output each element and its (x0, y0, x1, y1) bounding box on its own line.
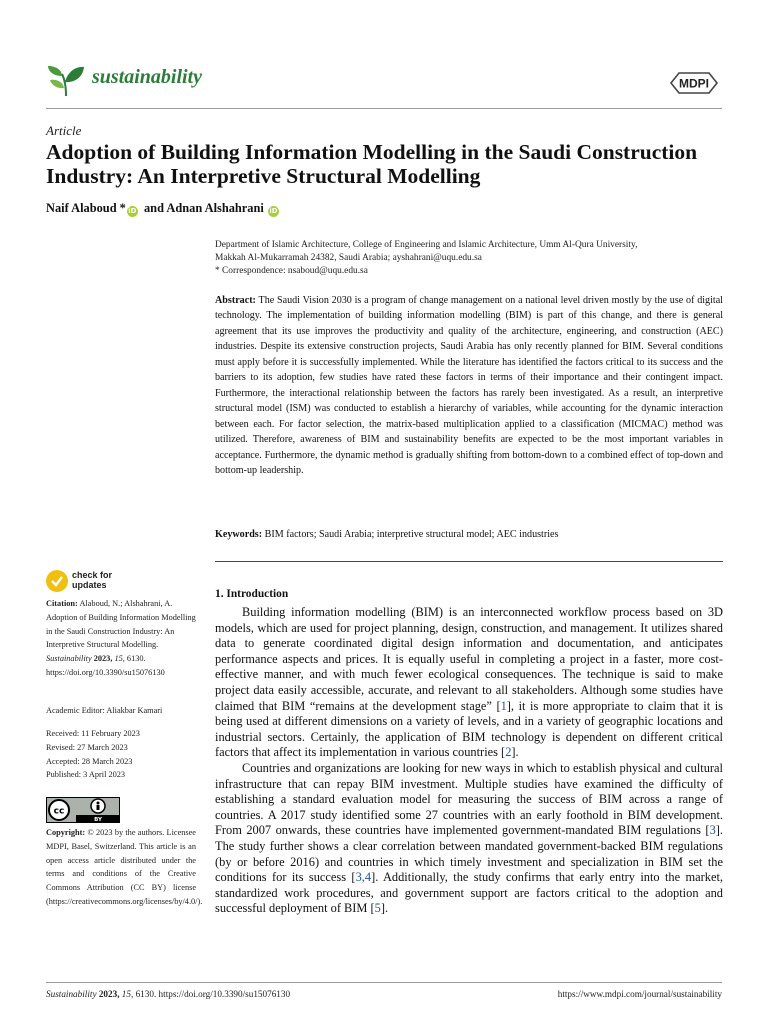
keywords-text: BIM factors; Saudi Arabia; interpretive structural model; AEC industries (264, 529, 559, 540)
footer-doi[interactable]: 6130. https://doi.org/10.3390/su15076130 (135, 989, 291, 999)
journal-name: sustainability (92, 66, 203, 88)
reference-link[interactable]: 1 (500, 698, 507, 713)
history-dates (46, 727, 196, 782)
correspondence: * Correspondence: nsaboud@uqu.edu.sa (215, 266, 368, 276)
abstract-text: The Saudi Vision 2030 is a program of change management on a national level driven mostly by the use of digital technology. The implementation of building information modelling (BIM) is part of this change, and there is general agreement that its use improves the productivity and quality of the architecture, engineering, and construction (AEC) industries. Despite its extensive construction projects, Saudi Arabia has only recently planned for BIM. Several conditions must apply before it is successfully implemented. While the literature has identified the factors critical to its success and the barriers to its adoption, few studies have rated these factors in terms of their importance and their contingent impact. Furthermore, the interactional relationship between the factors has rarely been investigated. As a result, an interpretive structural model (ISM) was conducted to establish a hierarchy of variables, while accounting for the dynamic interaction between each. For factor selection, the matrix-based multiplication applied to a classification (MICMAC) method was utilized. Therefore, awareness of BIM and sustainability benefits are expected to be the most important variables in acceptance. Furthermore, the dynamic method is gradually shifting from bottom-down to a combined effect of top-down and bottom-up leadership. (215, 295, 723, 476)
affiliations (215, 239, 725, 278)
orcid-icon[interactable]: iD (269, 207, 278, 215)
received-date: Received: 11 February 2023 (46, 729, 140, 738)
article-type: Article (46, 123, 82, 138)
abstract (215, 293, 723, 478)
article-title: Adoption of Building Information Modelling in the Saudi Construction Industry: An Interpretive Structural Modelling (46, 140, 698, 188)
journal-leaf-logo-icon (46, 62, 86, 98)
footer-citation: Sustainability 2023, 15, 6130. https://doi.org/10.3390/su15076130 (46, 989, 291, 999)
citation-journal: Sustainability (46, 654, 92, 664)
published-date: Published: 3 April 2023 (46, 770, 126, 780)
affiliation-line: Department of Islamic Architecture, College of Engineering and Islamic Architecture, Umm Al-Qura University, (215, 240, 638, 250)
accepted-date: Accepted: 28 March 2023 (46, 756, 133, 766)
creative-commons-badge-icon[interactable] (46, 797, 120, 823)
abstract-label: Abstract: (215, 295, 256, 306)
citation-label: Citation: (46, 599, 78, 608)
reference-link[interactable]: 3 (709, 823, 716, 838)
body-text (215, 605, 723, 917)
publisher-name: MDPI (679, 76, 709, 91)
copyright-text: © 2023 by the authors. Licensee MDPI, Basel, Switzerland. This article is an open access article distributed under the terms and conditions of the Creative Commons Attribution (CC BY) license (https://creativecommons.org/licenses/by/4.0/). (46, 828, 203, 906)
citation-volume: 15, (114, 654, 125, 664)
copyright-label: Copyright: (46, 828, 86, 837)
reference-link[interactable]: 5 (374, 901, 381, 916)
svg-text:BY: BY (94, 817, 102, 823)
citation-doi[interactable]: 6130. https://doi.org/10.3390/su15076130 (46, 654, 165, 677)
author-list (46, 201, 282, 217)
section-heading: 1. Introduction (215, 588, 289, 600)
keywords (215, 528, 723, 542)
author-joiner: and (143, 201, 164, 215)
section-divider (215, 561, 723, 562)
keywords-label: Keywords: (215, 529, 263, 540)
check-for-updates-button[interactable] (46, 568, 126, 594)
orcid-icon[interactable]: iD (128, 207, 137, 215)
academic-editor: Academic Editor: Aliakbar Kamari (46, 706, 163, 715)
header-divider (46, 108, 722, 109)
footer-divider (46, 982, 722, 983)
svg-text:cc: cc (53, 806, 65, 817)
paragraph: Countries and organizations are looking for new ways in which to establish physical and cultural infrastructure that can repay BIM investment. Multiple studies have examined the difficulty of establishing a standard evaluation model for measuring the success of BIM across a range of countries. A 2017 study identified some 27 countries with an early foothold in BIM development. From 2007 onwards, these countries have implemented government-mandated BIM regulations [3]. The study further shows a clear correlation between mandated government-backed BIM regulations (by or before 2016) and countries in which timely investment and specialization in BIM set the conditions for its success [3,4]. Additionally, the study confirms that early entry into the market, standardized work procedures, and government support are factors critical to the adoption and successful deployment of BIM [5]. (215, 760, 723, 916)
author-2[interactable]: Adnan Alshahrani (166, 201, 264, 215)
paragraph: Building information modelling (BIM) is an interconnected workflow process based on 3D models, which are used for project planning, design, construction, and management. It utilizes shared data to generate coordinated digital design information and documentation, and anticipates performance aspects and prices. It is equally useful in completing a project in a faster, more cost-effective manner, and with much fewer ecological consequences. The technique is said to make project data easily accessible, accurate, and relevant to all stakeholders. Although some studies have claimed that BIM “remains at the development stage” [1], it is more appropriate to claim that it is being used at different dimensions on a variety of levels, and in a variety of geographic locations and industrial sectors. Certainly, the application of BIM technology is dependent on different critical factors that affect its implementation in various countries [2]. (215, 605, 723, 760)
citation-year: 2023, (93, 654, 113, 664)
author-1[interactable]: Naif Alaboud * (46, 201, 126, 215)
copyright-block (46, 826, 203, 909)
revised-date: Revised: 27 March 2023 (46, 742, 128, 752)
citation-block (46, 597, 196, 680)
check-for-updates-label: check for updates (72, 570, 113, 590)
affiliation-line: Makkah Al-Mukarramah 24382, Saudi Arabia; ayshahrani@uqu.edu.sa (215, 253, 482, 263)
footer-journal-url[interactable]: https://www.mdpi.com/journal/sustainability (557, 989, 722, 999)
reference-link[interactable]: 3,4 (355, 870, 372, 885)
reference-link[interactable]: 2 (505, 745, 512, 760)
citation-text: Alaboud, N.; Alshahrani, A. Adoption of Building Information Modelling in the Saudi Construction Industry: An Interpretive Structural Modelling. (46, 599, 196, 650)
mdpi-logo-icon (667, 70, 721, 96)
check-mark-icon (46, 570, 68, 592)
